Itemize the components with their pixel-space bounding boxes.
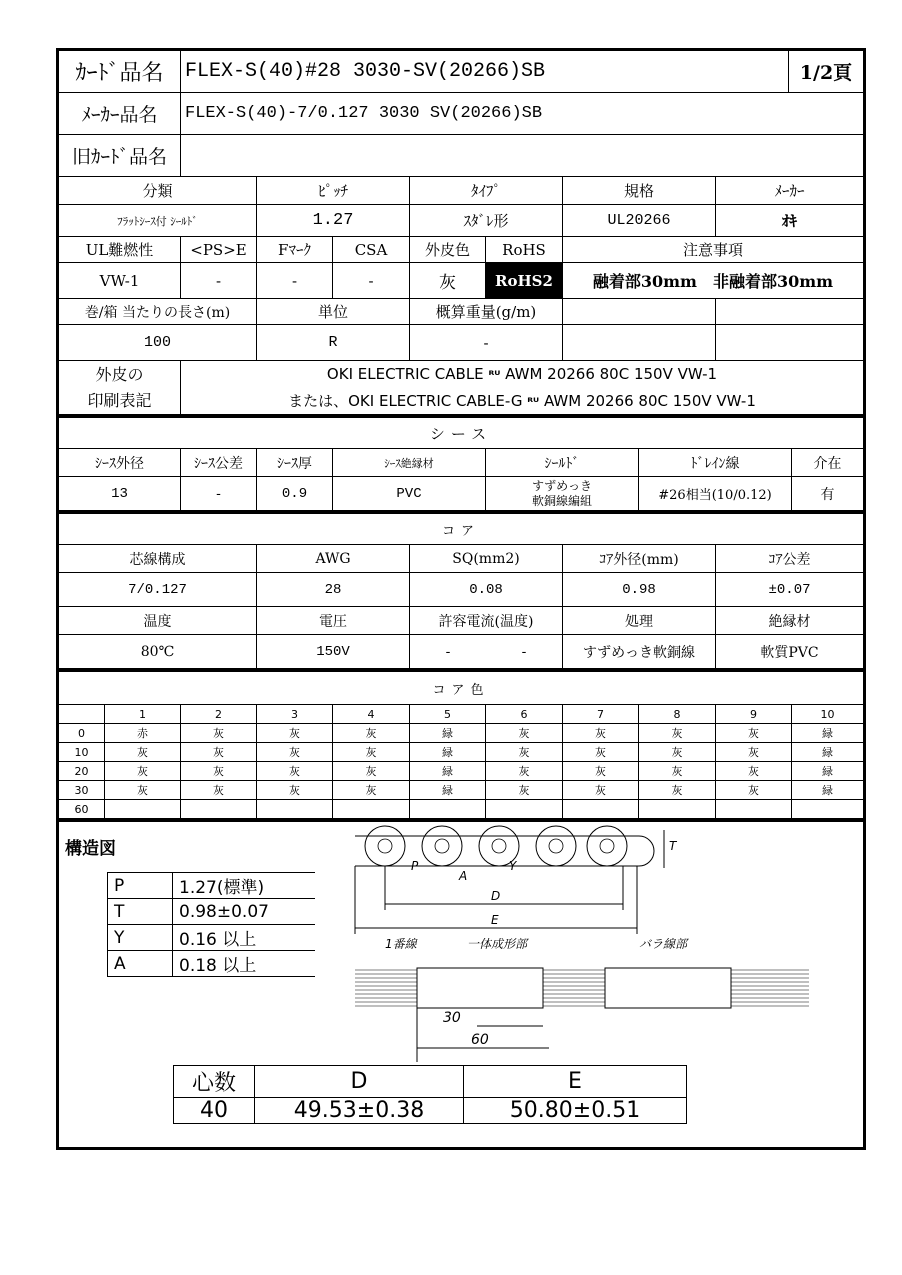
standard-header: 規格 — [563, 177, 716, 204]
standard-value: UL20266 — [563, 205, 716, 236]
spec-row-p: P 1.27(標準) — [108, 873, 316, 899]
sheath-insulation-value: PVC — [333, 477, 486, 510]
core-value2-row — [59, 635, 863, 669]
core-color-cell: 灰 — [257, 762, 333, 780]
ul-recognized-icon: ᴿᵁ — [527, 394, 540, 409]
core-color-cell: 緑 — [822, 765, 833, 778]
core-header1-row — [59, 545, 863, 573]
core-color-row — [59, 724, 863, 743]
label-e: E — [491, 913, 499, 927]
sheath-od-value: 13 — [59, 477, 181, 510]
unit-header: 単位 — [257, 299, 410, 324]
card-name-label: ｶｰﾄﾞ品名 — [59, 51, 181, 92]
core-color-cell: 緑 — [410, 743, 486, 761]
core-od-header: ｺｱ外径(mm) — [563, 545, 716, 572]
spec3-header-row — [59, 299, 863, 325]
core-color-cell: 灰 — [486, 724, 563, 742]
core-color-cell: 赤 — [105, 724, 181, 742]
core-color-row-label: 60 — [59, 800, 105, 818]
sheath-title: シース — [429, 424, 493, 443]
maker-name-row — [59, 93, 863, 135]
conductor-header: 芯線構成 — [59, 545, 257, 572]
core-color-cell: 緑 — [410, 781, 486, 799]
label-t: T — [669, 839, 677, 853]
core-color-corner — [59, 705, 105, 723]
label-bonded: 一体成形部 — [467, 937, 528, 951]
type-header: ﾀｲﾌﾟ — [410, 177, 563, 204]
length-header: 巻/箱 当たりの長さ(m) — [59, 299, 257, 324]
core-color-column-header: 2 — [181, 705, 257, 723]
treatment-value: すずめっき軟銅線 — [563, 635, 716, 668]
label-60: 60 — [471, 1032, 489, 1048]
spec1-value-row — [59, 205, 863, 237]
core-color-cell — [105, 800, 181, 818]
conductor-value: 7/0.127 — [59, 573, 257, 606]
sheath-color-value: 灰 — [410, 263, 486, 298]
core-color-column-header: 10 — [820, 707, 835, 721]
core-od-value: 0.98 — [563, 573, 716, 606]
core-color-cell: 緑 — [822, 746, 833, 759]
pitch-header: ﾋﾟｯﾁ — [257, 177, 410, 204]
core-color-cell: 緑 — [410, 762, 486, 780]
core-color-cell: 灰 — [639, 781, 716, 799]
core-color-row-label: 0 — [59, 724, 105, 742]
maker-value: ｵｷ — [781, 212, 797, 230]
sheath-tol-value: - — [181, 477, 257, 510]
print-line2: または、OKI ELECTRIC CABLE-G ᴿᵁ AWM 20266 80C 150V VW-1 — [288, 391, 756, 410]
core-color-cell: 灰 — [639, 724, 716, 742]
notes-header: 注意事項 — [682, 241, 743, 259]
spec3-value-row — [59, 325, 863, 361]
maker-header: ﾒｰｶｰ — [774, 182, 805, 200]
print-line1: OKI ELECTRIC CABLE ᴿᵁ AWM 20266 80C 150V VW-1 — [326, 364, 718, 383]
pse-value: - — [181, 263, 257, 298]
core-color-row-label: 20 — [59, 762, 105, 780]
label-separate: バラ線部 — [639, 937, 688, 951]
voltage-header: 電圧 — [257, 607, 410, 634]
drain-header: ﾄﾞﾚｲﾝ線 — [639, 449, 792, 476]
spec-row-y: Y 0.16 以上 — [108, 925, 316, 951]
card-name-value: FLEX-S(40)#28 3030-SV(20266)SB — [181, 51, 789, 92]
spec2-value-row — [59, 263, 863, 299]
dimensions-value-row: 40 49.53±0.38 50.80±0.51 — [174, 1098, 687, 1124]
spec-row-a: A 0.18 以上 — [108, 951, 316, 977]
core-color-cell: 灰 — [333, 724, 410, 742]
core-color-cell: 灰 — [563, 781, 639, 799]
spec-sheet — [56, 48, 866, 1150]
core-color-row-label: 30 — [59, 781, 105, 799]
core-color-cell: 緑 — [410, 724, 486, 742]
core-color-cell — [181, 800, 257, 818]
awg-header: AWG — [257, 545, 410, 572]
print-label-line1: 外皮の — [95, 364, 144, 384]
current-value: - - — [410, 635, 563, 668]
core-color-cell: 灰 — [105, 762, 181, 780]
cable-cross-section-diagram — [59, 822, 863, 1062]
label-30: 30 — [443, 1010, 461, 1026]
core-color-column-header: 5 — [410, 705, 486, 723]
core-color-cell: 灰 — [333, 781, 410, 799]
core-color-cell: 灰 — [105, 781, 181, 799]
filler-header: 介在 — [813, 455, 842, 472]
insulation-header: 絶縁材 — [768, 613, 811, 630]
core-color-cell: 灰 — [486, 781, 563, 799]
core-color-cell: 灰 — [257, 724, 333, 742]
sheath-title-row — [59, 415, 863, 449]
core-color-cell: 灰 — [639, 762, 716, 780]
core-color-cell — [716, 800, 792, 818]
core-color-cell: 灰 — [563, 743, 639, 761]
pitch-value: 1.27 — [257, 205, 410, 236]
core-color-row-label: 10 — [59, 743, 105, 761]
core-value1-row — [59, 573, 863, 607]
shield-header: ｼｰﾙﾄﾞ — [486, 449, 639, 476]
core-color-cell — [333, 800, 410, 818]
maker-name-label: ﾒｰｶｰ品名 — [59, 93, 181, 134]
core-color-title: コア色 — [432, 682, 490, 698]
ul-recognized-icon: ᴿᵁ — [488, 367, 501, 382]
core-color-column-header: 4 — [333, 705, 410, 723]
spec1-header-row — [59, 177, 863, 205]
pse-header: <PS>E — [181, 237, 257, 262]
core-color-column-header: 7 — [563, 705, 639, 723]
notes-value: 融着部30mm 非融着部30mm — [592, 272, 834, 291]
sheath-tol-header: ｼｰｽ公差 — [181, 449, 257, 476]
core-color-column-header: 8 — [639, 705, 716, 723]
awg-value: 28 — [257, 573, 410, 606]
core-color-cell: 緑 — [822, 784, 833, 797]
core-color-cell: 灰 — [563, 724, 639, 742]
structure-title: 構造図 — [65, 839, 116, 859]
core-title: コア — [441, 523, 480, 539]
dimensions-table — [173, 1065, 687, 1124]
core-color-cell — [257, 800, 333, 818]
label-a: A — [459, 869, 468, 883]
core-color-column-header: 6 — [486, 705, 563, 723]
sheath-insulation-header: ｼｰｽ絶縁材 — [333, 449, 486, 476]
structure-section — [59, 819, 863, 1121]
spec-row-t: T 0.98±0.07 — [108, 899, 316, 925]
rohs-header: RoHS — [486, 237, 563, 262]
label-d: D — [491, 889, 501, 903]
core-color-column-header: 3 — [257, 705, 333, 723]
insulation-value: 軟質PVC — [760, 644, 819, 661]
length-value: 100 — [59, 325, 257, 360]
csa-value: - — [333, 263, 410, 298]
csa-header: CSA — [333, 237, 410, 262]
old-card-row — [59, 135, 863, 177]
temp-header: 温度 — [59, 607, 257, 634]
core-color-cell: 灰 — [639, 743, 716, 761]
treatment-header: 処理 — [563, 607, 716, 634]
print-label-line2: 印刷表記 — [87, 390, 152, 410]
ul-flame-header: UL難燃性 — [59, 237, 181, 262]
sheath-header-row — [59, 449, 863, 477]
type-value: ｽﾀﾞﾚ形 — [410, 205, 563, 236]
core-color-cell: 灰 — [257, 743, 333, 761]
core-color-cell: 灰 — [486, 743, 563, 761]
core-color-cell: 灰 — [563, 762, 639, 780]
core-color-cell: 灰 — [181, 724, 257, 742]
core-color-cell: 灰 — [333, 762, 410, 780]
core-color-table — [59, 705, 863, 819]
core-color-row — [59, 743, 863, 762]
core-color-cell — [563, 800, 639, 818]
core-color-cell: 灰 — [181, 781, 257, 799]
core-color-row — [59, 781, 863, 800]
core-color-cell — [792, 800, 863, 818]
core-color-cell: 灰 — [716, 724, 792, 742]
core-header2-row — [59, 607, 863, 635]
sheath-od-header: ｼｰｽ外径 — [59, 449, 181, 476]
core-color-cell — [486, 800, 563, 818]
print-label — [59, 361, 181, 414]
core-color-cell — [410, 800, 486, 818]
core-color-cell: 緑 — [822, 727, 833, 740]
print-text — [181, 361, 863, 414]
category-value: ﾌﾗｯﾄｼｰｽ付 ｼｰﾙﾄﾞ — [59, 205, 257, 236]
filler-value: 有 — [820, 486, 835, 503]
core-color-cell: 灰 — [716, 781, 792, 799]
label-p: P — [411, 859, 419, 873]
unit-value: R — [257, 325, 410, 360]
category-header: 分類 — [59, 177, 257, 204]
print-marking-row — [59, 361, 863, 415]
card-name-row — [59, 51, 863, 93]
core-color-cell: 灰 — [486, 762, 563, 780]
dimensions-header-row: 心数 D E — [174, 1066, 687, 1098]
label-y: Y — [509, 859, 517, 873]
spec2-header-row — [59, 237, 863, 263]
rohs-badge: RoHS2 — [486, 263, 563, 298]
core-color-row — [59, 762, 863, 781]
core-color-cell: 灰 — [257, 781, 333, 799]
sq-header: SQ(mm2) — [410, 545, 563, 572]
maker-name-value: FLEX-S(40)-7/0.127 3030 SV(20266)SB — [185, 104, 543, 123]
core-color-header-row — [59, 705, 863, 724]
core-color-cell: 灰 — [181, 743, 257, 761]
weight-value: - — [410, 325, 563, 360]
sheath-value-row — [59, 477, 863, 511]
core-color-cell: 灰 — [716, 762, 792, 780]
old-card-value — [181, 135, 863, 176]
sq-value: 0.08 — [410, 573, 563, 606]
core-color-column-header: 9 — [716, 705, 792, 723]
old-card-label: 旧ｶｰﾄﾞ品名 — [59, 135, 181, 176]
core-color-column-header: 1 — [105, 705, 181, 723]
core-color-cell: 灰 — [333, 743, 410, 761]
sheath-color-header: 外皮色 — [410, 237, 486, 262]
temp-value: 80℃ — [59, 635, 257, 668]
sheath-thick-value: 0.9 — [257, 477, 333, 510]
core-tol-header: ｺｱ公差 — [768, 551, 811, 568]
core-color-title-row — [59, 669, 863, 705]
core-color-cell — [639, 800, 716, 818]
f-mark-value: - — [257, 263, 333, 298]
label-wire1: 1番線 — [385, 937, 417, 951]
core-color-cell: 灰 — [105, 743, 181, 761]
core-color-row — [59, 800, 863, 819]
core-color-cell: 灰 — [716, 743, 792, 761]
drain-value: #26相当(10/0.12) — [639, 477, 792, 510]
core-title-row — [59, 511, 863, 545]
ul-flame-value: VW-1 — [59, 263, 181, 298]
voltage-value: 150V — [257, 635, 410, 668]
core-color-cell: 灰 — [181, 762, 257, 780]
page-number: 1/2頁 — [799, 62, 853, 84]
current-header: 許容電流(温度) — [410, 607, 563, 634]
f-mark-header: Fﾏｰｸ — [257, 237, 333, 262]
weight-header: 概算重量(g/m) — [410, 299, 563, 324]
shield-value: すずめっき 軟銅線編組 — [486, 477, 639, 510]
core-tol-value: ±0.07 — [768, 581, 811, 598]
sheath-thick-header: ｼｰｽ厚 — [257, 449, 333, 476]
